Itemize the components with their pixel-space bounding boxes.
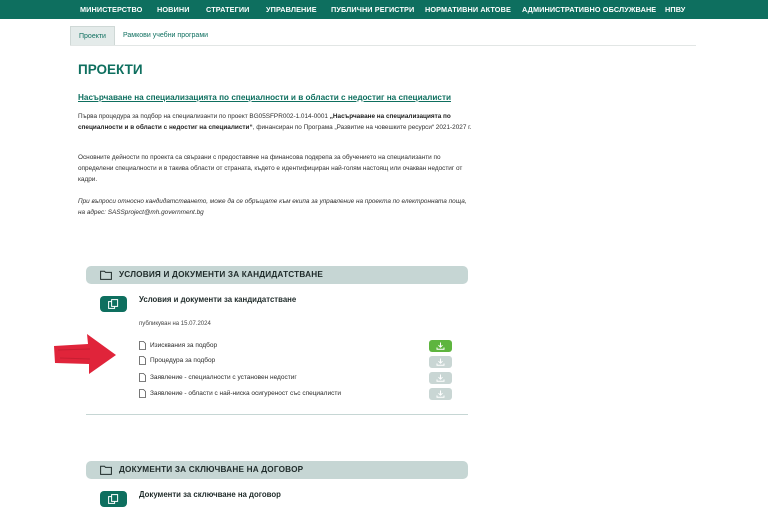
nav-item-public-registers[interactable]: ПУБЛИЧНИ РЕГИСТРИ bbox=[331, 5, 415, 14]
project-description bbox=[78, 111, 473, 133]
published-date: публикуван на 15.07.2024 bbox=[139, 321, 211, 327]
file-icon bbox=[139, 341, 146, 350]
doc-group-title: Документи за сключване на договор bbox=[139, 490, 281, 499]
section-header-application[interactable] bbox=[86, 266, 468, 284]
project-activities: Основните дейности по проекта са свързани с предоставяне на финансова подкрепа за обучението на специализанти по определени специалности и в такива области от страната, където е идентифициран най-голям настоящ или очакван недостиг от кадри. bbox=[78, 154, 463, 184]
section-header-label: ДОКУМЕНТИ ЗА СКЛЮЧВАНЕ НА ДОГОВОР bbox=[119, 465, 304, 474]
file-row bbox=[139, 340, 459, 352]
tab-projects[interactable]: Проекти bbox=[70, 26, 115, 45]
documents-icon bbox=[108, 299, 119, 309]
folder-icon bbox=[100, 270, 112, 280]
tab-curricula[interactable]: Рамкови учебни програми bbox=[122, 32, 209, 39]
download-button[interactable] bbox=[429, 372, 452, 384]
nav-item-normative-acts[interactable]: НОРМАТИВНИ АКТОВЕ bbox=[425, 5, 511, 14]
nav-item-strategies[interactable]: СТРАТЕГИИ bbox=[206, 5, 250, 14]
download-icon bbox=[436, 390, 445, 398]
documents-icon bbox=[108, 494, 119, 504]
nav-item-news[interactable]: НОВИНИ bbox=[157, 5, 190, 14]
documents-toggle-button[interactable] bbox=[100, 491, 127, 507]
file-icon bbox=[139, 373, 146, 382]
doc-group-title: Условия и документи за кандидатстване bbox=[139, 295, 297, 304]
file-link[interactable]: Изисквания за подбор bbox=[150, 342, 218, 349]
tab-bar bbox=[70, 26, 216, 45]
section-header-contract[interactable] bbox=[86, 461, 468, 479]
section-divider bbox=[86, 414, 468, 415]
download-button[interactable] bbox=[429, 388, 452, 400]
file-link[interactable]: Заявление - области с най-ниска осигуреност със специалисти bbox=[150, 390, 341, 397]
file-icon bbox=[139, 356, 146, 365]
file-link[interactable]: Процедура за подбор bbox=[150, 357, 216, 364]
nav-item-ministry[interactable]: МИНИСТЕРСТВО bbox=[80, 5, 143, 14]
file-link[interactable]: Заявление - специалности с установен недостиг bbox=[150, 374, 297, 381]
section-header-label: УСЛОВИЯ И ДОКУМЕНТИ ЗА КАНДИДАТСТВАНЕ bbox=[119, 270, 323, 279]
project-title-link[interactable]: Насърчаване на специализацията по специалности и в области с недостиг на специалисти bbox=[78, 93, 451, 102]
file-icon bbox=[139, 389, 146, 398]
folder-icon bbox=[100, 465, 112, 475]
top-navigation bbox=[0, 0, 768, 19]
nav-item-administrative-services[interactable]: АДМИНИСТРАТИВНО ОБСЛУЖВАНЕ bbox=[522, 5, 657, 14]
download-icon bbox=[436, 374, 445, 382]
description-project-name: „Насърчаване на специализацията по специалности и в области с недостиг на специалисти“ bbox=[78, 113, 451, 132]
documents-toggle-button[interactable] bbox=[100, 296, 127, 312]
tabs-divider bbox=[70, 45, 696, 46]
nav-item-management[interactable]: УПРАВЛЕНИЕ bbox=[266, 5, 317, 14]
file-row bbox=[139, 355, 459, 367]
page-title: ПРОЕКТИ bbox=[78, 62, 143, 77]
file-row bbox=[139, 372, 459, 384]
contact-info: При въпроси относно кандидатстването, може да се обръщате към екипа за управление на проекта по електронната поща, на адрес: SASSproject@mh.government.bg bbox=[78, 198, 467, 217]
download-button[interactable] bbox=[429, 356, 452, 368]
download-icon bbox=[436, 342, 445, 350]
nav-item-npvu[interactable]: НПВУ bbox=[665, 5, 686, 14]
download-icon bbox=[436, 358, 445, 366]
red-arrow-icon bbox=[52, 332, 118, 376]
download-button[interactable] bbox=[429, 340, 452, 352]
description-text: Първа процедура за подбор на специализанти по проект BG05SFPR002-1.014-0001 bbox=[78, 113, 330, 120]
file-row bbox=[139, 388, 459, 400]
description-funding: , финансиран по Програма „Развитие на човешките ресурси“ 2021-2027 г. bbox=[252, 124, 472, 132]
